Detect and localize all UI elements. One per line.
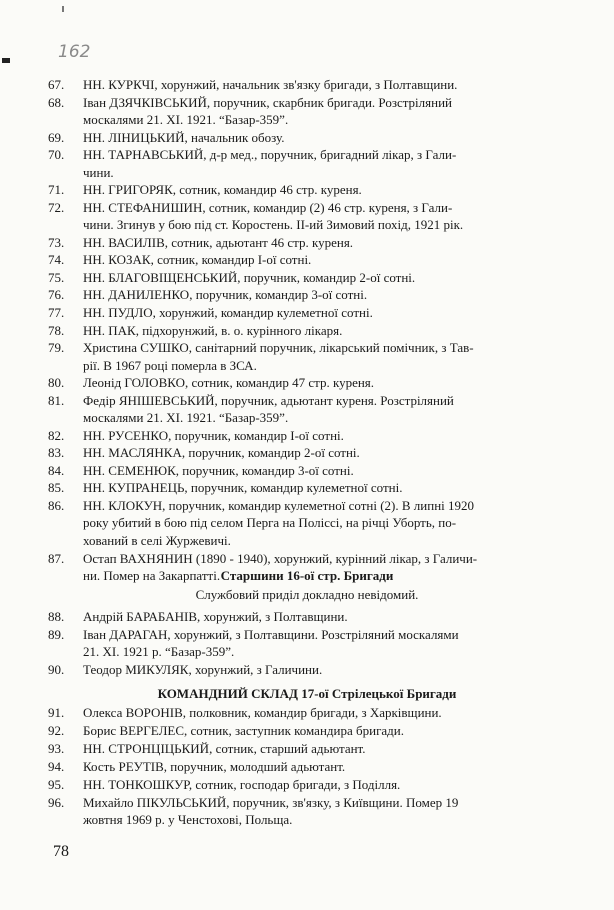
list-item xyxy=(0,129,614,147)
list-item xyxy=(0,199,614,234)
item-number: 68. xyxy=(48,94,65,110)
list-item xyxy=(0,269,614,287)
list-item xyxy=(0,392,614,427)
list-item xyxy=(0,661,614,679)
item-number: 78. xyxy=(48,322,65,338)
item-text: НН. КУПРАНЕЦЬ, поручник, командир кулеметної сотні. xyxy=(83,480,403,496)
list-item xyxy=(0,608,614,626)
item-number: 87. xyxy=(48,550,65,566)
item-text: Остап ВАХНЯНИН (1890 - 1940), хорунжий, курінний лікар, з Галичи- ни. Помер на Закарпатті. xyxy=(83,550,478,583)
item-number: 82. xyxy=(48,427,65,443)
list-item xyxy=(0,322,614,340)
list-item xyxy=(0,76,614,94)
item-text: Христина СУШКО, санітарний поручник, лікарський помічник, з Тав- рії. В 1967 році померла в ЗСА. xyxy=(83,340,474,373)
item-number: 81. xyxy=(48,392,65,408)
item-text: Іван ДЗЯЧКІВСЬКИЙ, поручник, скарбник бригади. Розстріляний москалями 21. XI. 1921. “Базар-359”. xyxy=(83,94,453,128)
list-item xyxy=(0,758,614,776)
item-number: 93. xyxy=(48,740,65,756)
list-item xyxy=(0,234,614,252)
handwritten-note: 162 xyxy=(58,42,91,62)
item-text: Теодор МИКУЛЯК, хорунжий, з Галичини. xyxy=(83,662,323,678)
item-number: 92. xyxy=(48,722,65,738)
list-item xyxy=(0,626,614,661)
item-text: НН. КОЗАК, сотник, командир І-ої сотні. xyxy=(83,252,312,268)
list-item xyxy=(0,304,614,322)
list-item xyxy=(0,704,614,722)
item-text: НН. ДАНИЛЕНКО, поручник, командир 3-ої сотні. xyxy=(83,287,368,303)
item-text: НН. КЛОКУН, поручник, командир кулеметної сотні (2). В липні 1920 року убитий в бою під селом Перга на Поліссі, на річці Уборть, по- хований в селі Журжевичі. xyxy=(83,497,475,548)
list-item xyxy=(0,146,614,181)
item-text: НН. ВАСИЛІВ, сотник, адьютант 46 стр. куреня. xyxy=(83,234,354,250)
item-text: НН. ЛІНИЦЬКИЙ, начальник обозу. xyxy=(83,129,285,145)
item-number: 74. xyxy=(48,252,65,268)
list-item xyxy=(0,740,614,758)
item-text: НН. СЕМЕНЮК, поручник, командир 3-ої сотні. xyxy=(83,462,354,478)
item-text: НН. ТОНКОШКУР, сотник, господар бригади, з Поділля. xyxy=(83,776,401,792)
section-heading-17: КОМАНДНИЙ СКЛАД 17-ої Стрілецької Бригади xyxy=(157,686,457,701)
item-text: НН. ТАРНАВСЬКИЙ, д-р мед., поручник, бригадний лікар, з Гали- чини. xyxy=(83,147,457,180)
item-text: НН. СТРОНЦІЦЬКИЙ, сотник, старший адьютант. xyxy=(83,740,366,756)
item-number: 67. xyxy=(48,77,65,92)
item-text: Борис ВЕРГЕЛЕС, сотник, заступник командира бригади. xyxy=(83,722,404,738)
item-text: Кость РЕУТІВ, поручник, молодший адьютант. xyxy=(83,758,346,774)
item-number: 86. xyxy=(48,497,65,513)
item-number: 77. xyxy=(48,305,65,320)
list-item xyxy=(0,794,614,829)
item-number: 79. xyxy=(48,340,65,356)
item-number: 96. xyxy=(48,794,65,810)
list-item xyxy=(0,339,614,374)
item-number: 72. xyxy=(48,199,65,215)
item-text: Андрій БАРАБАНІВ, хорунжий, з Полтавщини. xyxy=(83,609,348,624)
list-item xyxy=(0,251,614,269)
item-number: 69. xyxy=(48,129,65,145)
item-text: НН. БЛАГОВІЩЕНСЬКИЙ, поручник, командир 2-ої сотні. xyxy=(83,269,416,285)
list-item xyxy=(0,497,614,550)
margin-mark xyxy=(2,58,10,63)
item-number: 80. xyxy=(48,375,65,391)
item-text: НН. ПУДЛО, хорунжий, командир кулеметної сотні. xyxy=(83,305,373,320)
item-number: 88. xyxy=(48,609,65,624)
section-heading-16: Старшини 16-ої стр. Бригади xyxy=(220,568,394,583)
list-item xyxy=(0,427,614,445)
item-number: 71. xyxy=(48,182,65,198)
list-item xyxy=(0,479,614,497)
item-number: 76. xyxy=(48,287,65,303)
item-number: 73. xyxy=(48,234,65,250)
item-text: НН. ПАК, підхорунжий, в. о. курінного лікаря. xyxy=(83,322,343,338)
list-item xyxy=(0,462,614,480)
item-number: 94. xyxy=(48,758,65,774)
item-number: 83. xyxy=(48,445,65,461)
item-text: НН. ГРИГОРЯК, сотник, командир 46 стр. куреня. xyxy=(83,182,362,198)
list-item xyxy=(0,776,614,794)
item-text: Федір ЯНІШЕВСЬКИЙ, поручник, адьютант куреня. Розстріляний москалями 21. XI. 1921. “Базар-359”. xyxy=(83,392,454,426)
list-item xyxy=(0,444,614,462)
item-text: Олекса ВОРОНІВ, полковник, командир бригади, з Харківщини. xyxy=(83,705,442,720)
list-item xyxy=(0,286,614,304)
list-item xyxy=(0,94,614,129)
item-text: НН. МАСЛЯНКА, поручник, командир 2-ої сотні. xyxy=(83,445,360,461)
scan-mark xyxy=(62,6,64,12)
section-subheading-16: Службовий приділ докладно невідомий. xyxy=(195,587,419,602)
item-number: 85. xyxy=(48,480,65,496)
item-number: 70. xyxy=(48,147,65,163)
item-text: Іван ДАРАГАН, хорунжий, з Полтавщини. Розстріляний москалями 21. XI. 1921 р. “Базар-359”. xyxy=(83,626,459,660)
item-text: Леонід ГОЛОВКО, сотник, командир 47 стр. куреня. xyxy=(83,375,375,391)
item-number: 84. xyxy=(48,462,65,478)
item-number: 75. xyxy=(48,269,65,285)
item-text: НН. РУСЕНКО, поручник, командир І-ої сотні. xyxy=(83,427,344,443)
list-item xyxy=(0,722,614,740)
item-text: Михайло ПІКУЛЬСЬКИЙ, поручник, зв'язку, з Київщини. Помер 19 жовтня 1969 р. у Ченстохові, Польща. xyxy=(83,794,459,827)
item-number: 95. xyxy=(48,776,65,792)
list-item xyxy=(0,181,614,199)
item-number: 89. xyxy=(48,626,65,642)
page-number: 78 xyxy=(53,843,69,860)
item-number: 91. xyxy=(48,705,65,720)
list-item xyxy=(0,374,614,392)
item-text: НН. СТЕФАНИШИН, сотник, командир (2) 46 стр. куреня, з Гали- чини. Згинув у бою під ст. Коростень. ІІ-ий Зимовий похід, 1921 рік. xyxy=(83,199,464,233)
item-number: 90. xyxy=(48,662,65,678)
item-text: НН. КУРКЧІ, хорунжий, начальник зв'язку бригади, з Полтавщини. xyxy=(83,77,458,92)
